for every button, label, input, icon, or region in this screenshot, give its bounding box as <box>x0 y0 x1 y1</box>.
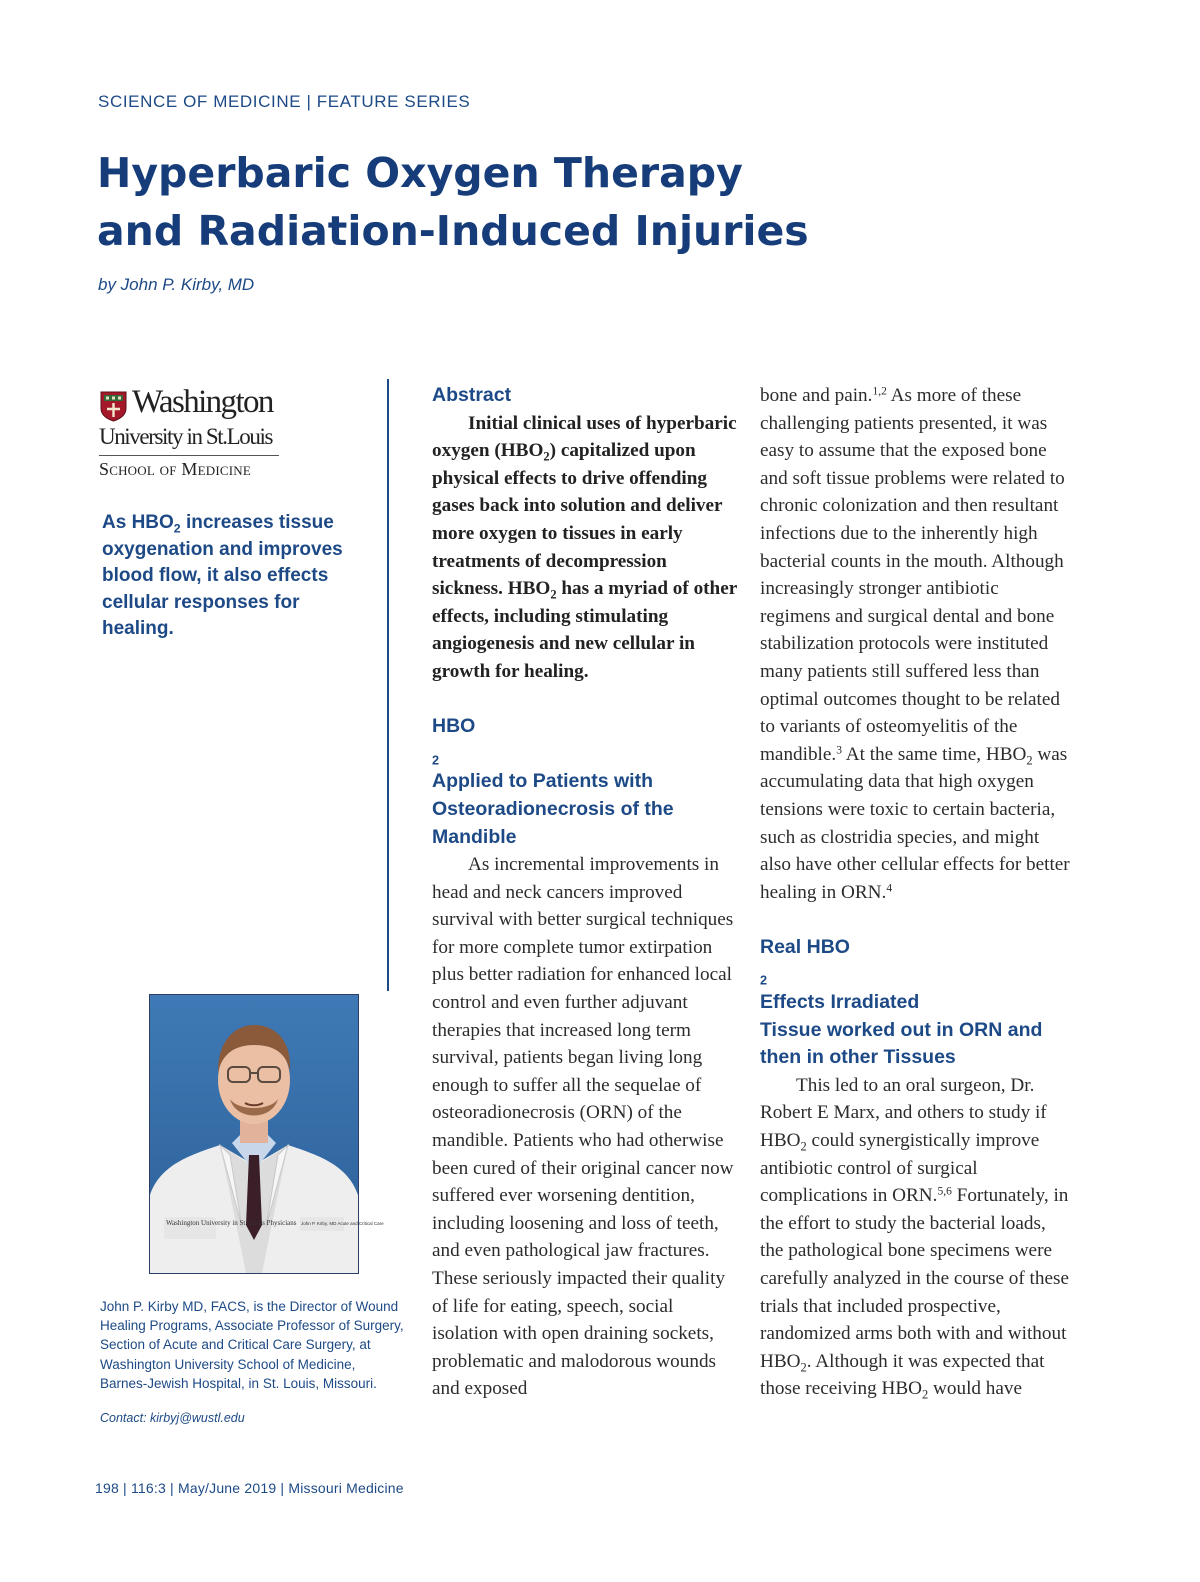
author-portrait <box>150 995 384 1273</box>
subscript-2: 2 <box>432 753 440 768</box>
body-paragraph: bone and pain.$^{1,2}$ As more of these challenging patients presented, it was easy to assume that the exposed bone and soft tissue problems were related to chronic colonization and then resultant infections due to the inherently high bacterial counts in the mouth. Although increasingly stronger antibiotic regimens and surgical dental and bone stabilization protocols were instituted many patients still suffered less than optimal outcomes thought to be related to variants of osteomyelitis of the mandible.$^3$ At the same time, $HBO_2$ was accumulating data that high oxygen tensions were toxic to certain bacteria, such as clostridia species, and might also have other cellular effects for better healing in ORN.$^4$ <box>760 385 1070 903</box>
washu-logo <box>98 384 298 488</box>
author-contact: Contact: kirbyj@wustl.edu <box>100 1411 245 1425</box>
subscript-2: 2 <box>760 973 768 988</box>
text-column-1 <box>432 382 740 1403</box>
byline: by John P. Kirby, MD <box>98 275 255 294</box>
article-title <box>97 144 857 260</box>
logo-school: School of Medicine <box>99 459 251 479</box>
logo-washington: Washington <box>132 384 273 420</box>
pull-quote-text-a: As HBO <box>102 512 174 533</box>
section-heading-real-effects: Real HBO $_2$ Effects Irradiated Tissue worked out in ORN and then in other Tissues <box>760 935 1043 1069</box>
reference-marker: 4 <box>886 882 893 895</box>
pull-quote-text-b: increases tissue oxygenation and improves blood flow, it also effects cellular responses for healing. <box>102 512 343 639</box>
shield-icon <box>100 391 127 422</box>
subscript-2: 2 <box>800 1360 807 1375</box>
author-photo <box>149 994 384 1274</box>
author-bio: John P. Kirby MD, FACS, is the Director of Wound Healing Programs, Associate Professor of Surgery, Section of Acute and Critical Care Surgery, at Washington University School of Medicine, Barnes-Jewish Hospital, in St. Louis, Missouri. <box>100 1299 404 1391</box>
coat-embroidery-right: John P. Kirby, MD Acute and Critical Care <box>301 1221 384 1226</box>
text-column-2 <box>760 382 1070 1403</box>
subscript-2: 2 <box>800 1139 807 1154</box>
section-heading-orn: HBO $_2$ Applied to Patients with Osteoradionecrosis of the Mandible <box>432 715 674 848</box>
subscript-2: 2 <box>922 1387 929 1402</box>
abstract-paragraph: Initial clinical uses of hyperbaric oxygen $(HBO_2)$ capitalized upon physical effects to drive offending gases back into solution and deliver more oxygen to tissues in early treatments of decompression sickness. $HBO_2$ has a myriad of other effects, including stimulating angiogenesis and new cellular in growth for healing. <box>432 412 737 682</box>
pull-quote <box>102 510 372 643</box>
subscript-2: 2 <box>173 521 181 536</box>
reference-marker: 1,2 <box>872 385 887 398</box>
subscript-2: 2 <box>1026 753 1033 768</box>
logo-university: University in St.Louis <box>99 424 273 449</box>
subscript-2: 2 <box>543 449 550 464</box>
abstract-heading: Abstract <box>432 384 512 406</box>
column-divider <box>387 379 389 991</box>
page-footer: 198 | 116:3 | May/June 2019 | Missouri Medicine <box>95 1480 404 1496</box>
subscript-2: 2 <box>550 587 557 602</box>
reference-marker: 3 <box>836 744 842 757</box>
logo-divider <box>99 455 279 456</box>
reference-marker: 5,6 <box>937 1185 952 1198</box>
body-paragraph: This led to an oral surgeon, Dr. Robert E Marx, and others to study if $HBO_2$ could synergistically improve antibiotic control of surgical complications in ORN.$^{5,6}$ Fortunately, in the effort to study the bacterial loads, the pathological bone specimens were carefully analyzed in the course of these trials that included prospective, randomized arms both with and without $HBO_2$. Although it was expected that those receiving $HBO_2$ would have <box>760 1074 1069 1402</box>
body-paragraph: As incremental improvements in head and neck cancers improved survival with better surgical techniques for more complete tumor extirpation plus better radiation for enhanced local control and even further adjuvant therapies that increased long term survival, patients began living long enough to suffer all the sequelae of osteoradionecrosis (ORN) of the mandible. Patients who had otherwise been cured of their original cancer now suffered ever worsening dentition, including loosening and loss of teeth, and even pathological jaw fractures. These seriously impacted their quality of life for eating, speech, social isolation with open draining sockets, problematic and malodorous wounds and exposed <box>432 854 734 1400</box>
article-title-line-1: Hyperbaric Oxygen Therapy <box>97 149 743 197</box>
article-title-line-2: and Radiation-Induced Injuries <box>97 207 809 255</box>
coat-embroidery-left: Washington University in St. Louis Physicians <box>166 1219 297 1227</box>
feature-series-label: SCIENCE OF MEDICINE | FEATURE SERIES <box>98 92 471 111</box>
